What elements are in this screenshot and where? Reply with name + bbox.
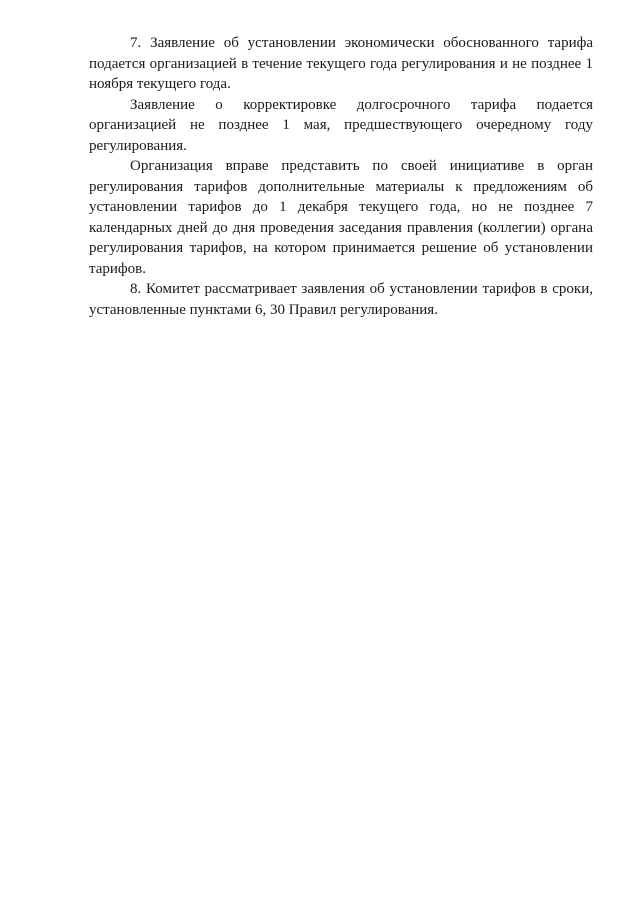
paragraph-long-term-tariff-adjustment: Заявление о корректировке долгосрочного тарифа подается организацией не позднее 1 мая, предшествующего очередному году регулирования. xyxy=(89,96,593,154)
paragraph-7-application-deadline: 7. Заявление об установлении экономически обоснованного тарифа подается организацией в течение текущего года регулирования и не позднее 1 ноября текущего года. xyxy=(89,35,593,92)
paragraph-additional-materials: Организация вправе представить по своей инициативе в орган регулирования тарифов дополнительные материалы к предложениям об установлении тарифов до 1 декабря текущего года, но не позднее 7 календарных дней до дня проведения заседания правления (коллегии) органа регулирования тарифов, на котором принимается решение об установлении тарифов. xyxy=(89,158,593,277)
document-body xyxy=(89,33,593,320)
paragraph-8-committee-review: 8. Комитет рассматривает заявления об установлении тарифов в сроки, установленные пунктами 6, 30 Правил регулирования. xyxy=(89,281,593,318)
